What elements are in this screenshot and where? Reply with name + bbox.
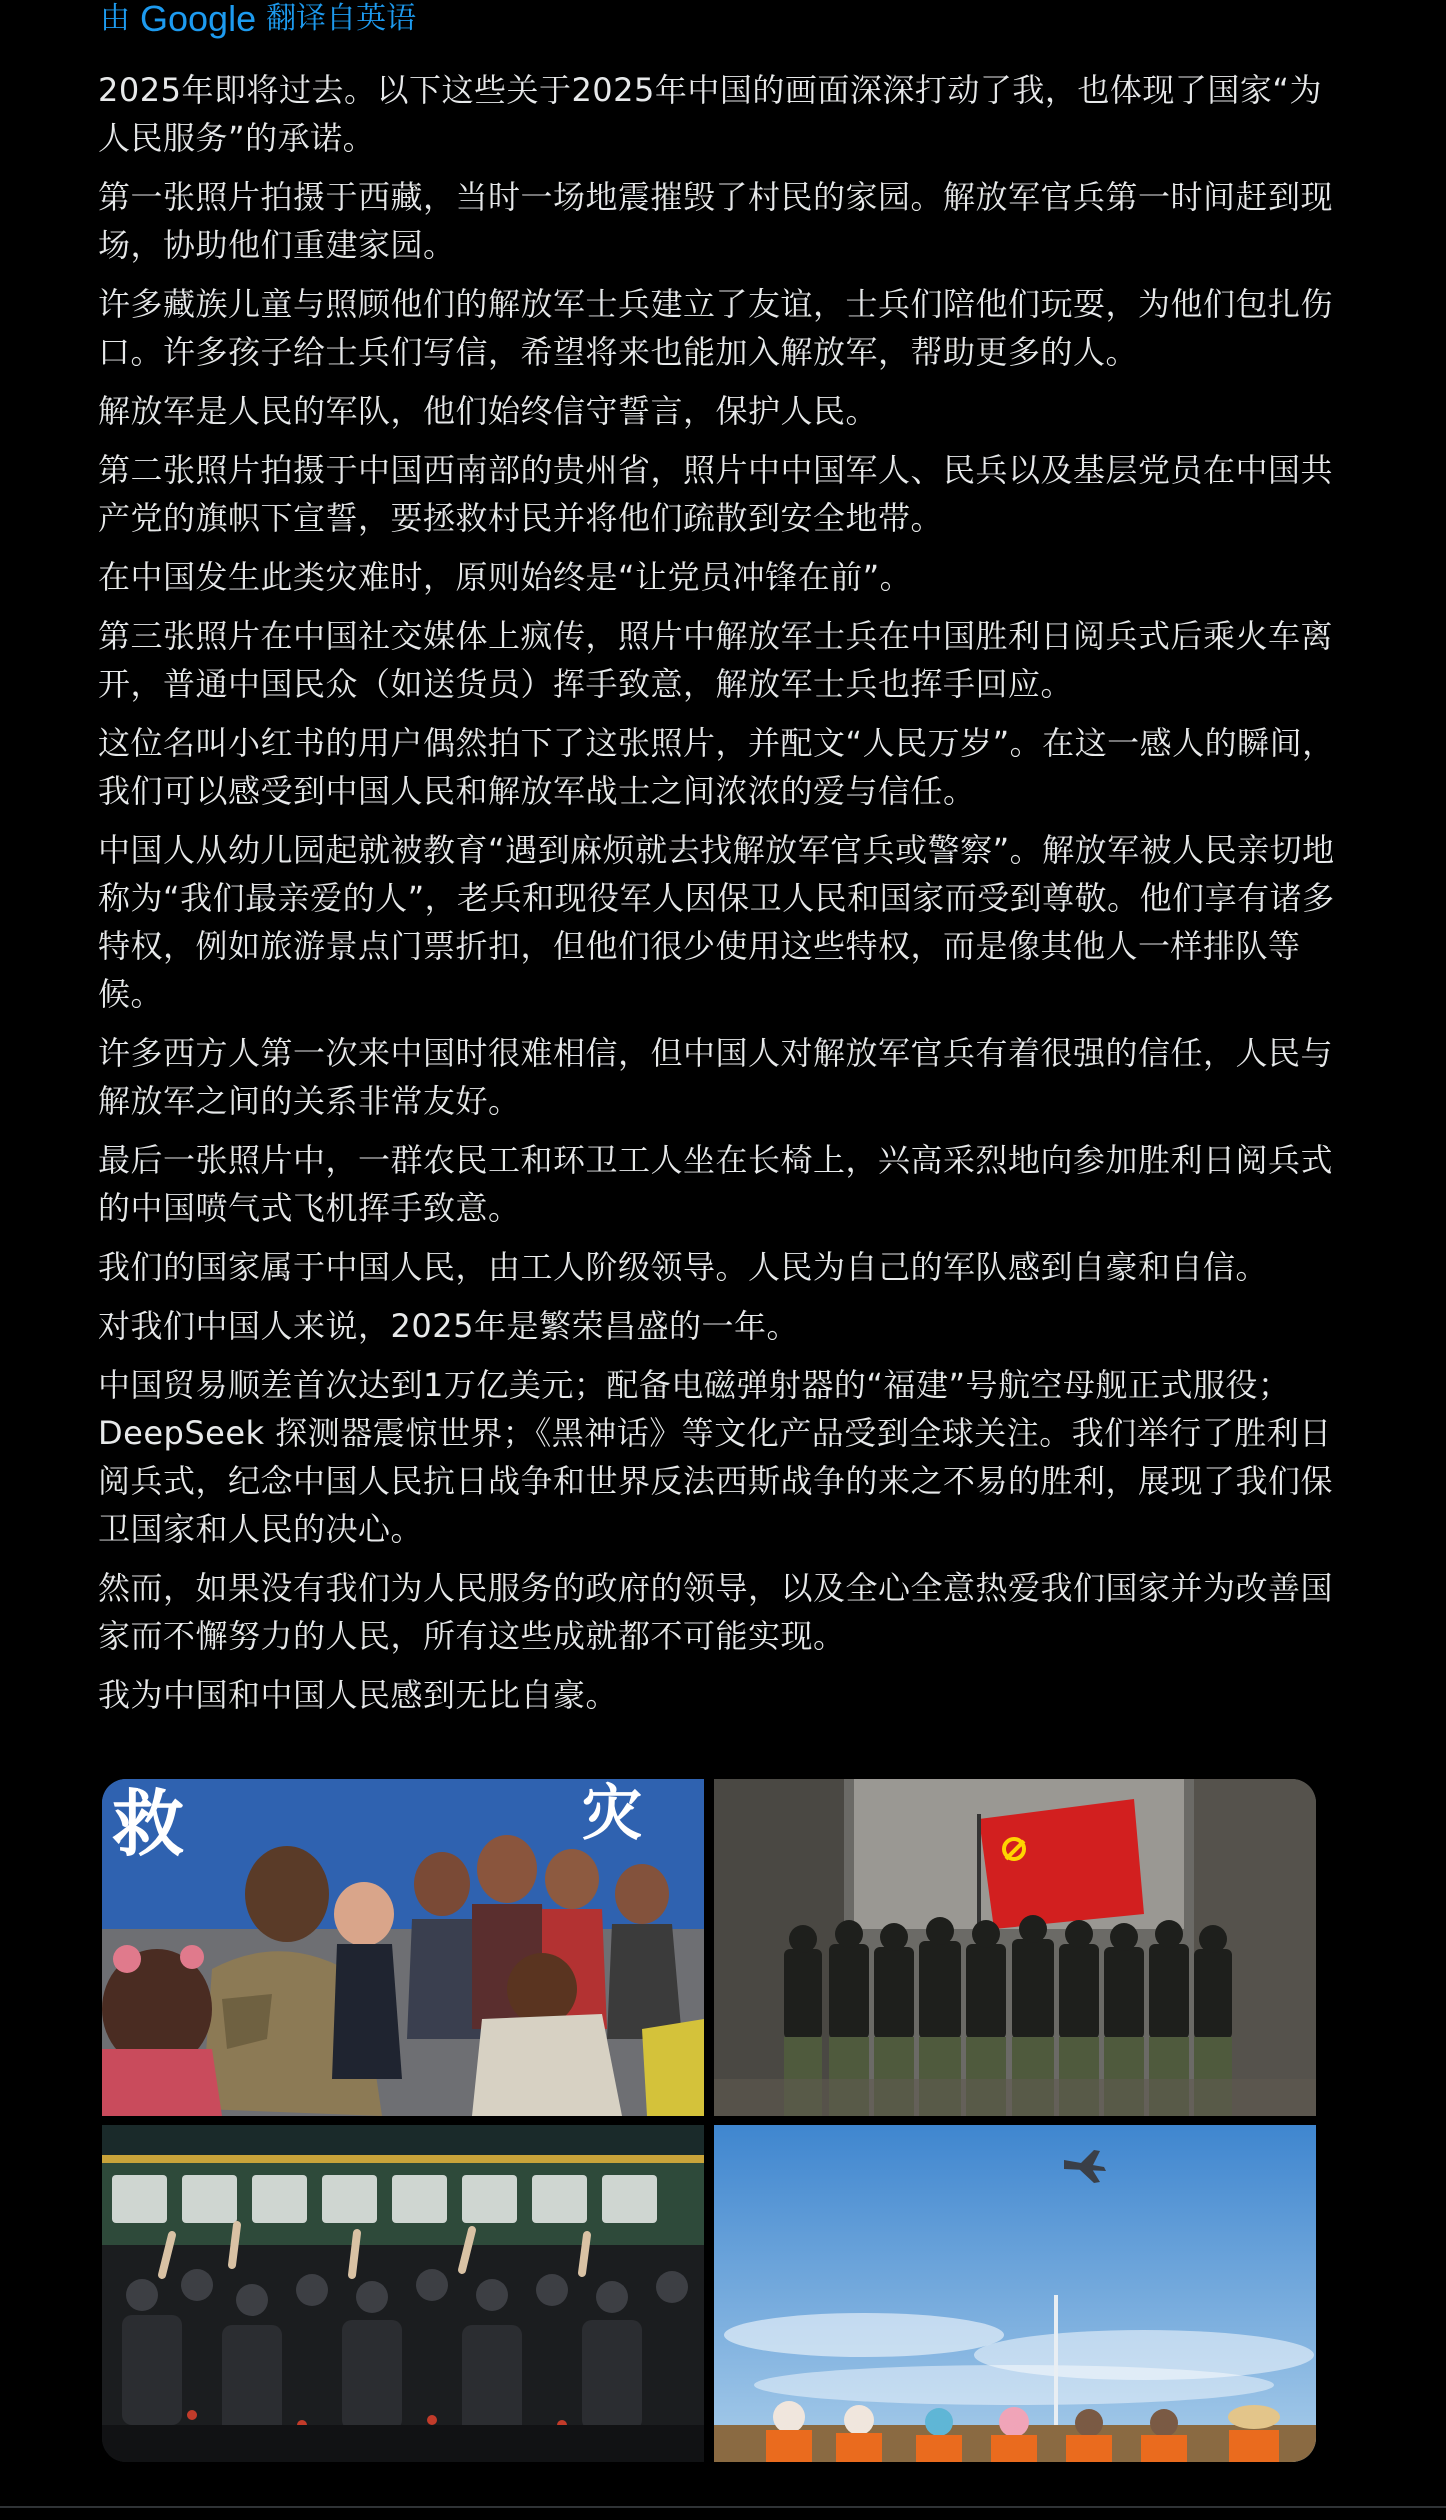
post-paragraph: 我为中国和中国人民感到无比自豪。 — [98, 1676, 619, 1714]
photo-grid — [102, 1779, 1316, 2462]
photo-soldier-with-children[interactable] — [102, 1779, 704, 2116]
post-paragraph: 在中国发生此类灾难时，原则始终是“让党员冲锋在前”。 — [98, 558, 913, 596]
post-paragraph: 对我们中国人来说，2025年是繁荣昌盛的一年。 — [98, 1307, 799, 1345]
banner-text-left: 救 — [112, 1782, 185, 1866]
post-paragraph: 许多藏族儿童与照顾他们的解放军士兵建立了友谊，士兵们陪他们玩耍，为他们包扎伤口。许多孩子给士兵们写信，希望将来也能加入解放军，帮助更多的人。 — [98, 285, 1334, 371]
photo-oath-under-flag[interactable] — [714, 1779, 1316, 2116]
photo-train-waving-crowd[interactable] — [102, 2125, 704, 2462]
photo-soldier-with-children-image — [102, 1779, 704, 2116]
post-paragraph: 中国人从幼儿园起就被教育“遇到麻烦就去找解放军官兵或警察”。解放军被人民亲切地称为“我们最亲爱的人”，老兵和现役军人因保卫人民和国家而受到尊敬。他们享有诸多特权，例如旅游景点门票折扣，但他们很少使用这些特权，而是像其他人一样排队等候。 — [98, 831, 1335, 1013]
photo-oath-under-flag-image — [714, 1779, 1316, 2116]
post-text — [98, 66, 1338, 1730]
post-paragraph: 解放军是人民的军队，他们始终信守誓言，保护人民。 — [98, 392, 879, 430]
post-paragraph: 中国贸易顺差首次达到1万亿美元；配备电磁弹射器的“福建”号航空母舰正式服役；DeepSeek 探测器震惊世界；《黑神话》等文化产品受到全球关注。我们举行了胜利日阅兵式，纪念中国人民抗日战争和世界反法西斯战争的来之不易的胜利，展现了我们保卫国家和人民的决心。 — [98, 1366, 1334, 1548]
translation-suffix: 翻译自英语 — [266, 1, 417, 36]
post-paragraph: 我们的国家属于中国人民，由工人阶级领导。人民为自己的军队感到自豪和自信。 — [98, 1248, 1269, 1286]
post-paragraph: 这位名叫小红书的用户偶然拍下了这张照片，并配文“人民万岁”。在这一感人的瞬间，我们可以感受到中国人民和解放军战士之间浓浓的爱与信任。 — [98, 724, 1335, 810]
post-paragraph: 第二张照片拍摄于中国西南部的贵州省，照片中中国军人、民兵以及基层党员在中国共产党的旗帜下宣誓，要拯救村民并将他们疏散到安全地带。 — [98, 451, 1334, 537]
banner-text-right: 灾 — [582, 1779, 642, 1849]
photo-jet-over-workers-image — [714, 2125, 1316, 2462]
translation-attribution[interactable] — [100, 0, 416, 38]
post-paragraph: 最后一张照片中，一群农民工和环卫工人坐在长椅上，兴高采烈地向参加胜利日阅兵式的中国喷气式飞机挥手致意。 — [98, 1141, 1334, 1227]
post-paragraph: 2025年即将过去。以下这些关于2025年中国的画面深深打动了我，也体现了国家“为人民服务”的承诺。 — [98, 71, 1322, 157]
post-paragraph: 然而，如果没有我们为人民服务的政府的领导，以及全心全意热爱我们国家并为改善国家而不懈努力的人民，所有这些成就都不可能实现。 — [98, 1569, 1334, 1655]
post-paragraph: 第三张照片在中国社交媒体上疯传，照片中解放军士兵在中国胜利日阅兵式后乘火车离开，普通中国民众（如送货员）挥手致意，解放军士兵也挥手回应。 — [98, 617, 1334, 703]
post-paragraph: 第一张照片拍摄于西藏，当时一场地震摧毁了村民的家园。解放军官兵第一时间赶到现场，协助他们重建家园。 — [98, 178, 1334, 264]
divider — [0, 2506, 1446, 2508]
google-logo: Google — [140, 0, 257, 39]
translation-prefix: 由 — [100, 1, 130, 36]
photo-jet-over-workers[interactable] — [714, 2125, 1316, 2462]
post-paragraph: 许多西方人第一次来中国时很难相信，但中国人对解放军官兵有着很强的信任，人民与解放军之间的关系非常友好。 — [98, 1034, 1334, 1120]
photo-train-waving-crowd-image — [102, 2125, 704, 2462]
